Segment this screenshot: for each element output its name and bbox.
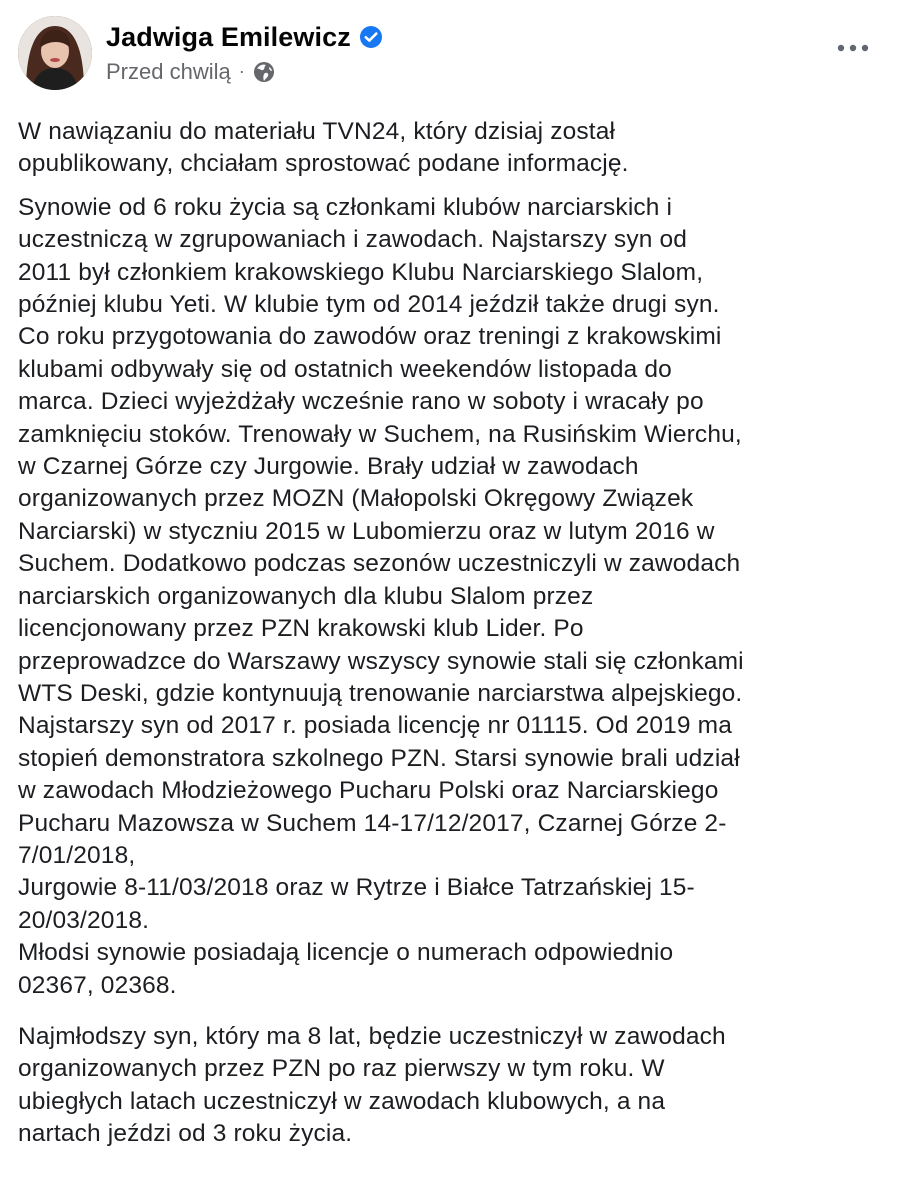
post-header	[18, 14, 883, 92]
post-timestamp[interactable]: Przed chwilą	[106, 58, 231, 84]
avatar-portrait	[18, 16, 92, 90]
post-meta	[106, 59, 383, 85]
author-row	[106, 22, 383, 53]
post-paragraph-1: W nawiązaniu do materiału TVN24, który dzisiaj został opublikowany, chciałam sprostować podane informację.	[18, 118, 629, 178]
meta-separator: ·	[238, 61, 245, 81]
globe-icon[interactable]	[253, 61, 275, 83]
post-paragraph-3: Najmłodszy syn, który ma 8 lat, będzie uczestniczył w zawodach organizowanych przez PZN po raz pierwszy w tym roku. W ubiegłych latach uczestniczył w zawodach klubowych, a na nartach jeździ od 3 roku życia.	[18, 1022, 726, 1148]
author-name[interactable]: Jadwiga Emilewicz	[106, 21, 351, 52]
author-block	[106, 22, 383, 85]
author-avatar[interactable]	[18, 16, 92, 90]
verified-badge-icon	[359, 25, 383, 49]
ellipsis-icon	[835, 43, 871, 53]
post-paragraph-2: Synowie od 6 roku życia są członkami klubów narciarskich i uczestniczą w zgrupowaniach i zawodach. Najstarszy syn od 2011 był członkiem krakowskiego Klubu Narciarskiego Slalom, później klubu Yeti. W klubie tym od 2014 jeździł także drugi syn. Co roku przygotowania do zawodów oraz treningi z krakowskimi klubami odbywały się od ostatnich weekendów listopada do marca. Dzieci wyjeżdżały wcześnie rano w soboty i wracały po zamknięciu stoków. Trenowały w Suchem, na Rusińskim Wierchu, w Czarnej Górze czy Jurgowie. Brały udział w zawodach organizowanych przez MOZN (Małopolski Okręgowy Związek Narciarski) w styczniu 2015 w Lubomierzu oraz w lutym 2016 w Suchem. Dodatkowo podczas sezonów uczestniczyli w zawodach narciarskich organizowanych dla klubu Slalom przez licencjonowany przez PZN krakowski klub Lider. Po przeprowadzce do Warszawy wszyscy synowie stali się członkami WTS Deski, gdzie kontynuują trenowanie narciarstwa alpejskiego. Najstarszy syn od 2017 r. posiada licencję nr 01115. Od 2019 ma stopień demonstratora szkolnego PZN. Starsi synowie brali udział w zawodach Młodzieżowego Pucharu Polski oraz Narciarskiego Pucharu Mazowsza w Suchem 14-17/12/2017, Czarnej Górze 2- 7/01/2018, Jurgowie 8-11/03/2018 oraz w Rytrze i Białce Tatrzańskiej 15- 20/03/2018. Młodsi synowie posiadają licencje o numerach odpowiednio 02367, 02368.	[18, 193, 744, 999]
more-options-button[interactable]	[831, 36, 875, 60]
post-body	[18, 116, 883, 1151]
